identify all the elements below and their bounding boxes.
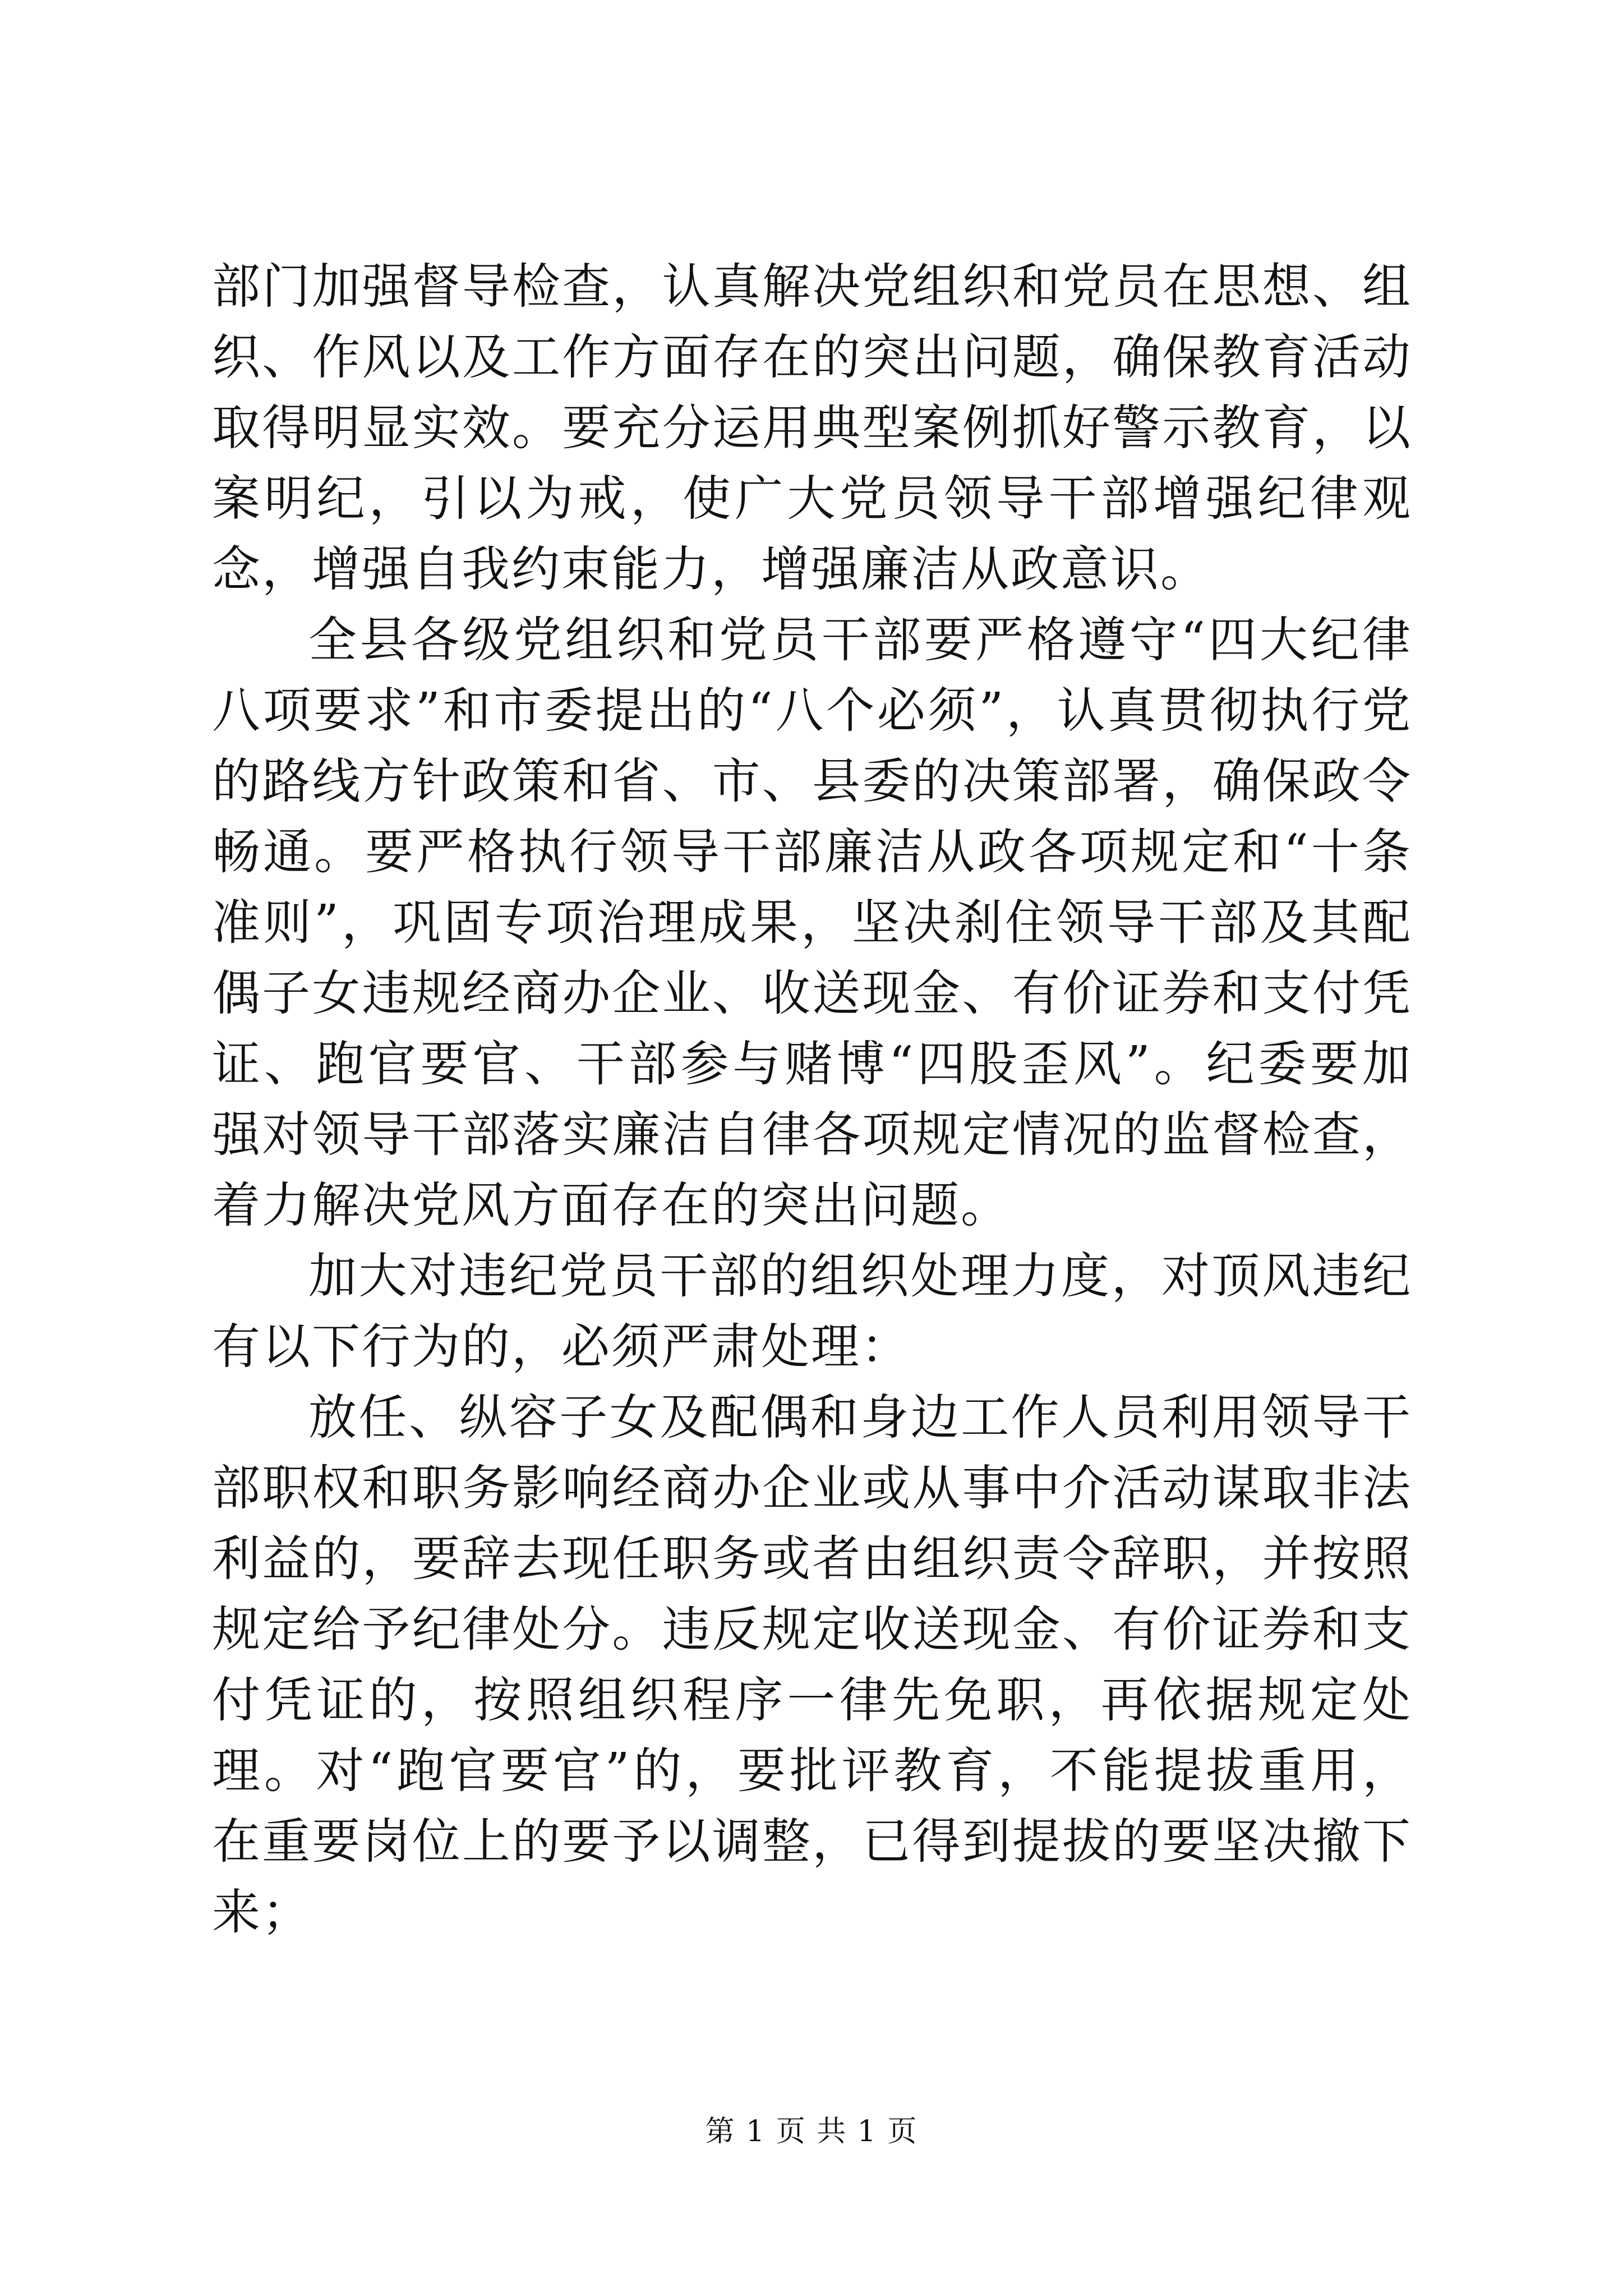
paragraph-3: 加大对违纪党员干部的组织处理力度，对顶风违纪有以下行为的，必须严肃处理： [212,1248,1412,1375]
page-number-footer: 第 1 页 共 1 页 [705,2115,918,2148]
document-body [212,251,1412,1948]
paragraph-2: 全县各级党组织和党员干部要严格遵守“四大纪律八项要求”和市委提出的“八个必须”，认真贯彻执行党的路线方针政策和省、市、县委的决策部署，确保政令畅通。要严格执行领导干部廉洁从政各项规定和“十条准则”，巩固专项治理成果，坚决刹住领导干部及其配偶子女违规经商办企业、收送现金、有价证券和支付凭证、跑官要官、干部参与赌博“四股歪风”。纪委要加强对领导干部落实廉洁自律各项规定情况的监督检查，着力解决党风方面存在的突出问题。 [212,612,1412,1234]
paragraph-1: 部门加强督导检查，认真解决党组织和党员在思想、组织、作风以及工作方面存在的突出问题，确保教育活动取得明显实效。要充分运用典型案例抓好警示教育，以案明纪，引以为戒，使广大党员领导干部增强纪律观念，增强自我约束能力，增强廉洁从政意识。 [212,259,1412,597]
paragraph-4: 放任、纵容子女及配偶和身边工作人员利用领导干部职权和职务影响经商办企业或从事中介活动谋取非法利益的，要辞去现任职务或者由组织责令辞职，并按照规定给予纪律处分。违反规定收送现金、有价证券和支付凭证的，按照组织程序一律先免职，再依据规定处理。对“跑官要官”的，要批评教育，不能提拔重用，在重要岗位上的要予以调整，已得到提拔的要坚决撤下来； [212,1389,1412,1940]
